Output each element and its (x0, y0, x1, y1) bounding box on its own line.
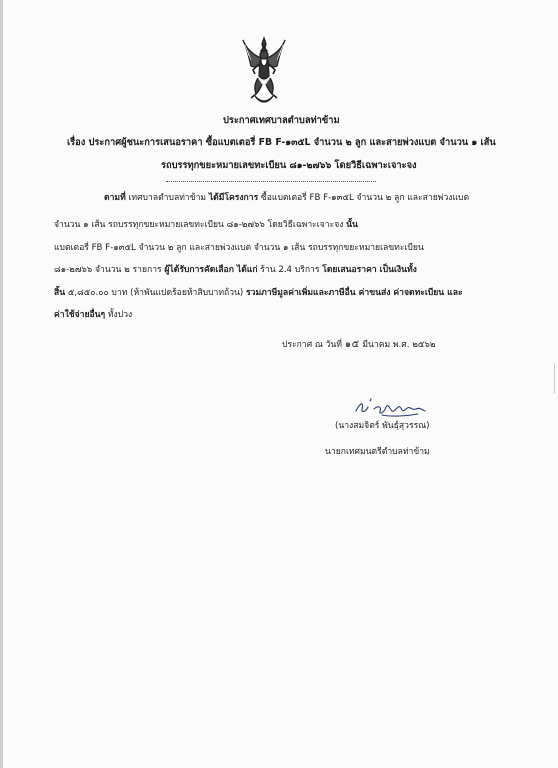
date-month-year: มีนาคม พ.ศ. ๒๕๖๒ (362, 340, 436, 350)
dotted-divider (166, 181, 376, 182)
body-text: ร้าน 2.4 บริการ (257, 265, 323, 275)
body-text-bold: ได้มีโครงการ (208, 193, 259, 203)
body-text: ซื้อแบตเตอรี่ FB F-๑๓๕L จำนวน ๒ ลูก และสายพ่วงแบต (258, 193, 470, 203)
body-line-6 (54, 307, 132, 321)
announcement-date (282, 337, 436, 352)
body-text-bold: นั้น (346, 220, 358, 230)
date-prefix: ประกาศ ณ วันที่ (282, 340, 342, 350)
body-text-bold: ผู้ได้รับการคัดเลือก ได้แก่ (164, 265, 258, 275)
body-line-4 (54, 262, 417, 276)
body-text: จำนวน ๑ เส้น รถบรรทุกขยะหมายเลขทะเบียน ๘๑-๒๗๖๖ โดยวิธีเฉพาะเจาะจง (54, 220, 347, 230)
body-text: แบตเตอรี่ FB F-๑๓๕L จำนวน ๒ ลูก และสายพ่วงแบต จำนวน ๑ เส้น รถบรรทุกขยะหมายเลขทะเบียน (54, 243, 424, 253)
body-text-bold: รวมภาษีมูลค่าเพิ่มและภาษีอื่น ค่าขนส่ง ค่าจดทะเบียน และ (246, 288, 463, 298)
subject-line-2: รถบรรทุกขยะหมายเลขทะเบียน ๘๑-๒๗๖๖ โดยวิธีเฉพาะเจาะจง (161, 160, 417, 171)
garuda-emblem-icon (241, 36, 287, 108)
body-text-bold: ตามที่ (104, 193, 126, 203)
body-line-1 (104, 190, 469, 204)
body-text: เทศบาลตำบลท่าข้าม (125, 193, 209, 203)
body-text-bold: โดยเสนอราคา เป็นเงินทั้ง (322, 265, 417, 275)
body-line-3 (54, 240, 424, 254)
body-line-5 (54, 285, 463, 299)
signatory-name: (นางสมจิตร์ พันธุ์สุวรรณ) (335, 421, 430, 431)
issuing-organization: ประกาศเทศบาลตำบลท่าข้าม (223, 115, 340, 126)
body-text: ทั้งปวง (105, 310, 133, 320)
signatory-position: นายกเทศมนตรีตำบลท่าข้าม (325, 447, 430, 457)
date-day: ๑๕ (344, 339, 360, 350)
subject-line-1: เรื่อง ประกาศผู้ชนะการเสนอราคา ซื้อแบตเตอรี่ FB F-๑๓๕L จำนวน ๒ ลูก และสายพ่วงแบต จำนวน ๑ เส้น (67, 137, 496, 148)
body-line-2 (54, 217, 358, 231)
body-text-bold: สิ้น (54, 288, 66, 298)
body-text: ๕,๘๕๐.๐๐ บาท (ห้าพันแปดร้อยห้าสิบบาทถ้วน) (65, 288, 246, 298)
body-text-bold: ค่าใช้จ่ายอื่นๆ (54, 310, 106, 320)
scan-edge-mark (554, 363, 555, 393)
body-text: ๘๑-๒๗๖๖ จำนวน ๒ รายการ (54, 265, 165, 275)
